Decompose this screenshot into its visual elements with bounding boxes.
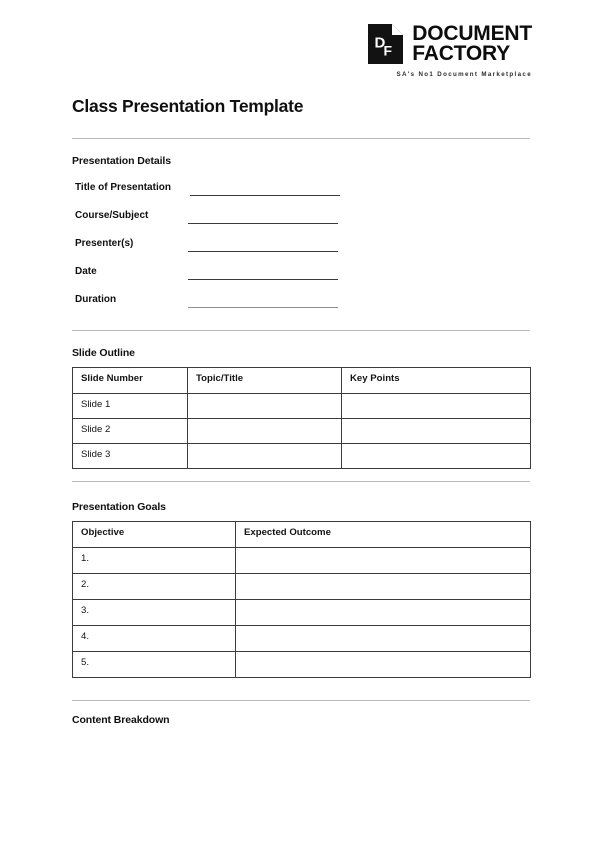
field-input-course-subject[interactable] [188,223,338,224]
section-heading-details: Presentation Details [72,155,171,167]
field-input-title-of-presentation[interactable] [190,195,340,196]
cell-slide-number: Slide 1 [73,394,188,419]
brand-name-line2: FACTORY [412,42,511,65]
cell-slide-number: Slide 2 [73,419,188,444]
column-header-objective: Objective [73,522,236,548]
cell-objective-number[interactable]: 3. [73,600,236,626]
page-title: Class Presentation Template [72,96,304,116]
slide-outline-table [72,367,531,469]
brand-wordmark [412,24,532,63]
brand-row [368,24,532,64]
svg-text:F: F [383,42,393,59]
field-label-title-of-presentation: Title of Presentation [75,182,171,193]
field-row-course-subject [72,210,530,238]
column-header-key-points: Key Points [342,368,531,394]
table-header-row [73,368,531,394]
cell-objective-number[interactable]: 4. [73,626,236,652]
field-input-presenters[interactable] [188,251,338,252]
cell-objective-number[interactable]: 5. [73,652,236,678]
divider-above-details [72,138,530,139]
divider-above-goals [72,481,530,482]
field-row-presenters [72,238,530,266]
cell-objective-number[interactable]: 1. [73,548,236,574]
cell-expected-outcome[interactable] [236,626,531,652]
cell-key-points[interactable] [342,444,531,469]
field-row-date [72,266,530,294]
cell-objective-number[interactable]: 2. [73,574,236,600]
cell-expected-outcome[interactable] [236,600,531,626]
field-input-date[interactable] [188,279,338,280]
table-row [73,626,531,652]
table-row [73,574,531,600]
table-row [73,444,531,469]
cell-expected-outcome[interactable] [236,574,531,600]
field-row-title-of-presentation [72,182,530,210]
brand-tagline: SA's No1 Document Marketplace [396,71,532,78]
cell-key-points[interactable] [342,394,531,419]
presentation-details-fields [72,182,530,322]
field-label-course-subject: Course/Subject [75,210,149,221]
document-page-icon [368,24,403,64]
table-row [73,394,531,419]
section-heading-content-breakdown: Content Breakdown [72,714,170,726]
cell-expected-outcome[interactable] [236,548,531,574]
cell-topic-title[interactable] [188,444,342,469]
divider-above-content-breakdown [72,700,530,701]
brand-name-line1: DOCUMENT [412,22,532,46]
column-header-topic-title: Topic/Title [188,368,342,394]
cell-key-points[interactable] [342,419,531,444]
column-header-slide-number: Slide Number [73,368,188,394]
table-header-row [73,522,531,548]
cell-topic-title[interactable] [188,394,342,419]
table-row [73,652,531,678]
field-row-duration [72,294,530,322]
table-row [73,419,531,444]
table-row [73,548,531,574]
cell-topic-title[interactable] [188,419,342,444]
column-header-expected-outcome: Expected Outcome [236,522,531,548]
divider-above-slide-outline [72,330,530,331]
field-label-date: Date [75,266,97,277]
field-input-duration[interactable] [188,307,338,308]
field-label-duration: Duration [75,294,117,305]
table-row [73,600,531,626]
section-heading-slide-outline: Slide Outline [72,347,135,359]
presentation-goals-table [72,521,531,678]
cell-slide-number: Slide 3 [73,444,188,469]
field-label-presenters: Presenter(s) [75,238,134,249]
cell-expected-outcome[interactable] [236,652,531,678]
svg-text:D: D [374,34,386,52]
brand-logo [368,24,532,78]
section-heading-goals: Presentation Goals [72,501,166,513]
